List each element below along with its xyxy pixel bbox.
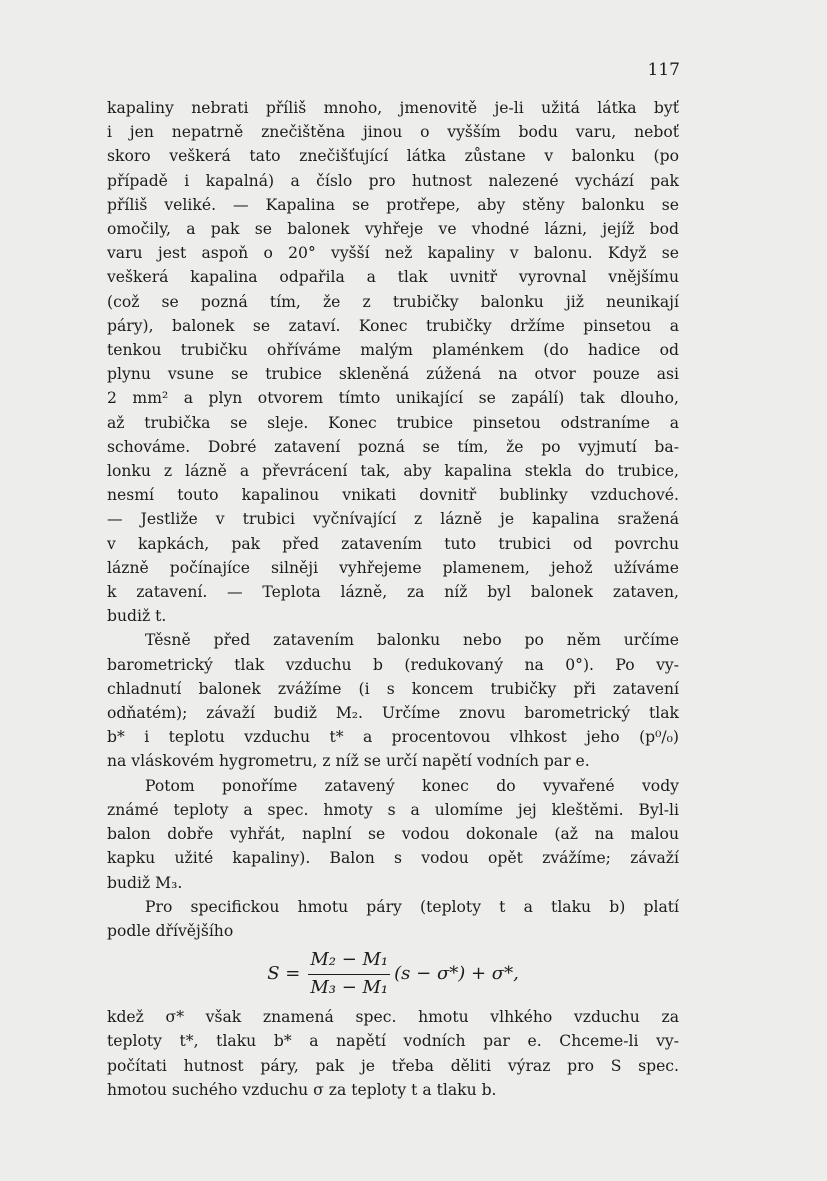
text-line: počítati hutnost páry, pak je třeba děliti výraz pro S spec.: [107, 1056, 679, 1075]
text-line: páry), balonek se zataví. Konec trubičky držíme pinsetou a: [107, 316, 679, 335]
text-line: omočily, a pak se balonek vyhřeje ve vhodné lázni, jejíž bod: [107, 220, 679, 239]
text-line: podle dřívějšího: [107, 921, 234, 940]
page-number: 117: [647, 60, 680, 80]
formula-lhs: S =: [267, 963, 301, 984]
text-line: plynu vsune se trubice skleněná zúžená na otvor pouze asi: [107, 365, 679, 384]
text-line: v kapkách, pak před zatavením tuto trubici od povrchu: [107, 534, 679, 553]
text-line: hmotou suchého vzduchu σ za teploty t a tlaku b.: [107, 1080, 497, 1099]
text-line: Těsně před zatavením balonku nebo po něm určíme: [145, 631, 679, 650]
text-line: příliš veliké. — Kapalina se protřepe, aby stěny balonku se: [107, 195, 679, 214]
formula: [107, 943, 679, 1005]
text-line: odňatém); závaží budiž M₂. Určíme znovu barometrický tlak: [107, 704, 679, 723]
text-line: (což se pozná tím, že z trubičky balonku již neunikají: [107, 292, 679, 311]
text-line: balon dobře vyhřát, naplní se vodou dokonale (až na malou: [107, 825, 679, 844]
text-line: teploty t*, tlaku b* a napětí vodních par e. Chceme-li vy-: [107, 1032, 679, 1051]
text-line: k zatavení. — Teplota lázně, za níž byl balonek zataven,: [107, 583, 679, 602]
text-line: případě i kapalná) a číslo pro hutnost nalezené vychází pak: [107, 171, 679, 190]
text-line: na vláskovém hygrometru, z níž se určí napětí vodních par e.: [107, 752, 590, 771]
text-line: Potom ponoříme zatavený konec do vyvařené vody: [145, 776, 679, 795]
text-line: 2 mm² a plyn otvorem tímto unikající se zapálí) tak dlouho,: [107, 389, 679, 408]
text-line: lonku z lázně a převrácení tak, aby kapalina stekla do trubice,: [107, 462, 679, 481]
text-line: lázně počínajíce silněji vyhřejeme plamenem, jehož užíváme: [107, 558, 679, 577]
formula-denominator: M₃ − M₁: [310, 976, 389, 998]
text-line: nesmí touto kapalinou vnikati dovnitř bublinky vzduchové.: [107, 486, 679, 505]
text-line: kapaliny nebrati příliš mnoho, jmenovitě je-li užitá látka byť: [107, 99, 679, 117]
paragraph-1: [107, 96, 679, 628]
text-line: kdež σ* však znamená spec. hmotu vlhkého vzduchu za: [107, 1008, 679, 1027]
paragraph-4: [107, 895, 679, 943]
text-line: budiž M₃.: [107, 873, 183, 892]
formula-numerator: M₂ − M₁: [308, 948, 390, 974]
text-line: b* i teplotu vzduchu t* a procentovou vlhkost jeho (p⁰/₀): [107, 728, 679, 747]
formula-fraction: [308, 948, 390, 999]
text-line: schováme. Dobré zatavení pozná se tím, že po vyjmutí ba-: [107, 437, 679, 456]
text-line: — Jestliže v trubici vyčnívající z lázně je kapalina sražená: [107, 510, 679, 529]
text-line: budiž t.: [107, 607, 167, 626]
formula-rhs: (s − σ*) + σ*,: [394, 963, 519, 984]
text-line: barometrický tlak vzduchu b (redukovaný na 0°). Po vy-: [107, 655, 679, 674]
paragraph-2: [107, 628, 679, 773]
body-text: [107, 96, 679, 1102]
text-line: chladnutí balonek zvážíme (i s koncem trubičky při zatavení: [107, 679, 679, 698]
paragraph-3: [107, 774, 679, 895]
text-line: známé teploty a spec. hmoty s a ulomíme jej kleštěmi. Byl-li: [107, 800, 679, 819]
text-line: až trubička se sleje. Konec trubice pinsetou odstraníme a: [107, 413, 679, 432]
paragraph-final: [107, 1005, 679, 1102]
text-line: Pro specifickou hmotu páry (teploty t a tlaku b) platí: [145, 897, 679, 916]
text-line: kapku užité kapaliny). Balon s vodou opět zvážíme; závaží: [107, 849, 679, 868]
text-line: tenkou trubičku ohříváme malým plaménkem (do hadice od: [107, 341, 679, 360]
text-line: skoro veškerá tato znečišťující látka zůstane v balonku (po: [107, 147, 679, 166]
text-line: veškerá kapalina odpařila a tlak uvnitř vyrovnal vnějšímu: [107, 268, 679, 287]
text-line: i jen nepatrně znečištěna jinou o vyšším bodu varu, neboť: [107, 123, 679, 142]
text-line: varu jest aspoň o 20° vyšší než kapaliny v balonu. Když se: [107, 244, 679, 263]
